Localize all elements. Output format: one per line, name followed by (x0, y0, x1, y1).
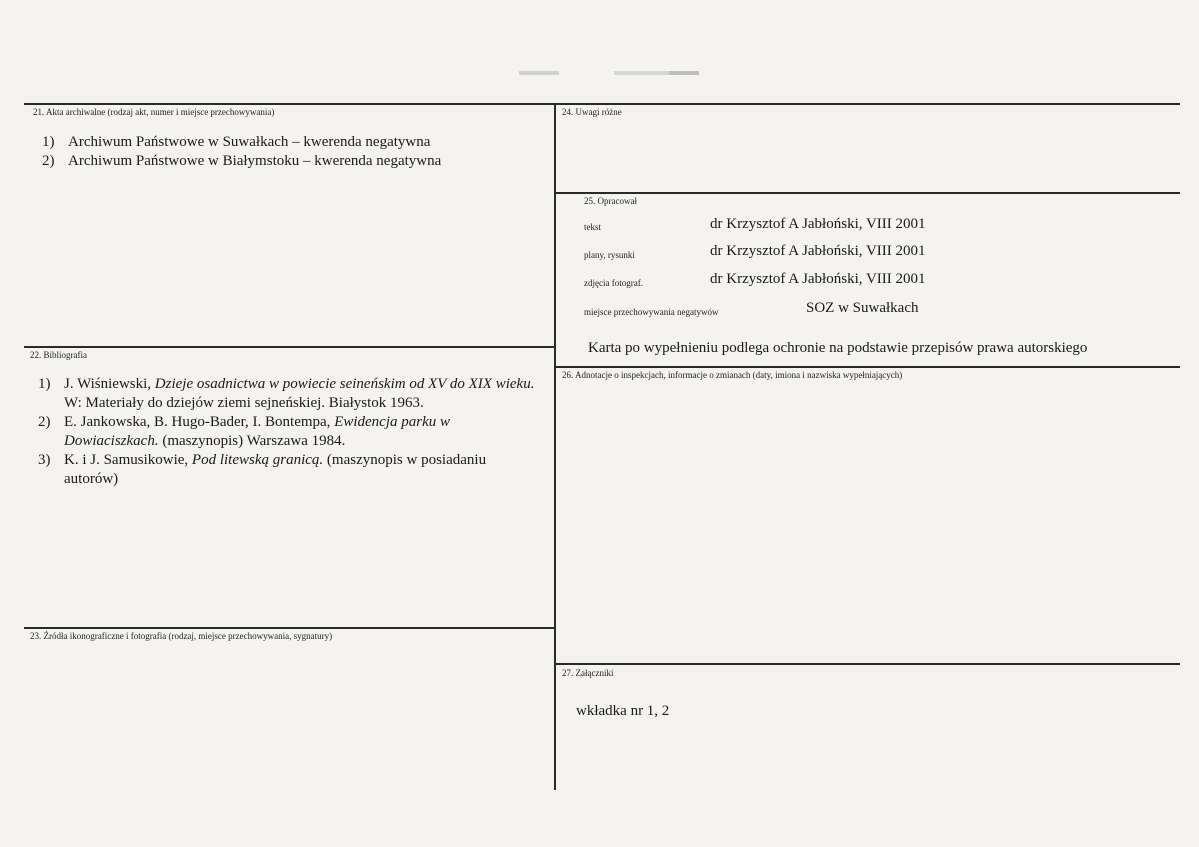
sec25-row-value: dr Krzysztof A Jabłoński, VIII 2001 (710, 243, 926, 259)
sec25-label: 25. Opracował (584, 196, 637, 206)
sec27-label: 27. Załączniki (562, 668, 614, 678)
sec27-value: wkładka nr 1, 2 (576, 703, 670, 719)
sec21-label: 21. Akta archiwalne (rodzaj akt, numer i miejsce przechowywania) (33, 107, 275, 117)
sec24-label: 24. Uwagi różne (562, 107, 622, 117)
rule-column-divider (554, 103, 556, 790)
rule-top-right (555, 103, 1180, 105)
rule-sec25-top (555, 192, 1180, 194)
paper-scuff-mark (519, 71, 699, 75)
sec25-row-label: zdjęcia fotograf. (584, 278, 643, 288)
sec25-row-value: dr Krzysztof A Jabłoński, VIII 2001 (710, 216, 926, 232)
sec25-row-value: SOZ w Suwałkach (806, 300, 919, 316)
rule-sec27-top (555, 663, 1180, 665)
sec25-row-label: miejsce przechowywania negatywów (584, 307, 719, 317)
list-item: 1) J. Wiśniewski, Dzieje osadnictwa w powiecie seineńskim od XV do XIX wieku. W: Materiały do dziejów ziemi sejneńskiej. Białystok 1963. (38, 376, 535, 411)
sec22-list (38, 375, 543, 489)
list-item: 2) E. Jankowska, B. Hugo-Bader, I. Bontempa, Ewidencja parku w Dowiaciszkach. (maszynopis) Warszawa 1984. (38, 414, 451, 449)
sec25-row-label: plany, rysunki (584, 250, 635, 260)
sec23-label: 23. Źródła ikonograficzne i fotografia (rodzaj, miejsce przechowywania, sygnatury) (30, 631, 333, 641)
rule-sec22-top (24, 346, 555, 348)
sec25-row-label: tekst (584, 222, 601, 232)
list-item: 2) Archiwum Państwowe w Białymstoku – kwerenda negatywna (42, 153, 442, 169)
list-item: 1) Archiwum Państwowe w Suwałkach – kwerenda negatywna (42, 134, 431, 150)
rule-sec26-top (555, 366, 1180, 368)
sec21-list (42, 133, 542, 171)
copyright-notice: Karta po wypełnieniu podlega ochronie na podstawie przepisów prawa autorskiego (588, 340, 1088, 356)
sec26-label: 26. Adnotacje o inspekcjach, informacje o zmianach (daty, imiona i nazwiska wypełniających) (562, 370, 903, 380)
list-item: 3) K. i J. Samusikowie, Pod litewską granicą. (maszynopis w posiadaniu autorów) (38, 452, 487, 487)
sec25-row-value: dr Krzysztof A Jabłoński, VIII 2001 (710, 271, 926, 287)
rule-top-left (24, 103, 555, 105)
rule-sec23-top (24, 627, 555, 629)
sec22-label: 22. Bibliografia (30, 350, 87, 360)
